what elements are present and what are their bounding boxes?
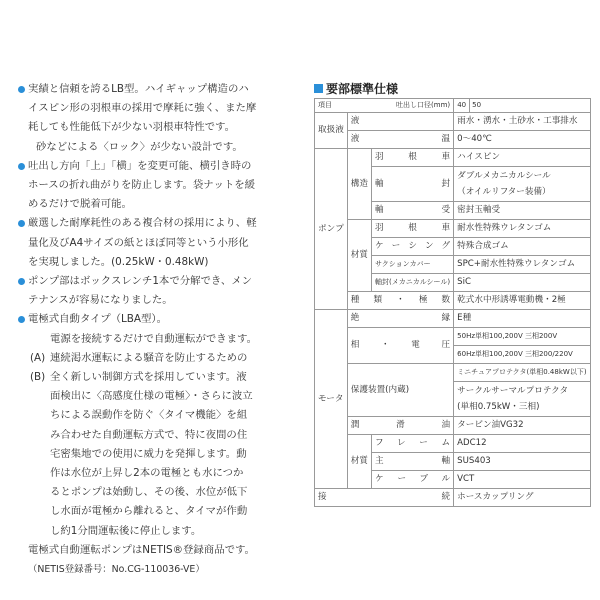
- impeller-value: ハイスピン: [454, 149, 590, 167]
- bearing-value: 密封玉軸受: [454, 202, 590, 220]
- spec-title: 要部標準仕様: [314, 80, 582, 98]
- table-row: [315, 435, 591, 453]
- netis-note: 電極式自動運転ポンプはNETIS®登録商品です。: [28, 543, 255, 556]
- oil-value: タービン油VG32: [454, 417, 590, 435]
- row-type: 種類・極数: [347, 292, 453, 310]
- seal-value: ダブルメカニカルシール （オイルリフター装備）: [454, 167, 590, 202]
- protect-value-1: ミニチュアプロテクタ(単相0.48kW以下): [454, 364, 590, 382]
- bullet-icon: [18, 278, 25, 285]
- row-temp: 液 温: [347, 131, 453, 149]
- bullet-icon: [18, 163, 25, 170]
- liquid-value: 雨水・湧水・土砂水・工事排水: [454, 113, 590, 131]
- auto-intro: 電源を接続するだけで自動運転ができます。: [50, 332, 257, 345]
- group-liquid: 取扱液: [315, 113, 348, 149]
- row-suction: サクションカバー: [372, 256, 454, 274]
- netis-number: （NETIS登録番号：No.CG-110036-VE）: [28, 564, 205, 576]
- feature-list: [18, 80, 303, 579]
- mech-seal-value: SiC: [454, 274, 590, 292]
- row-oil: 潤滑油: [347, 417, 453, 435]
- table-row: [315, 310, 591, 328]
- table-row: [315, 131, 591, 149]
- square-bullet-icon: [314, 84, 323, 93]
- table-row: [315, 328, 591, 346]
- table-row: [315, 149, 591, 167]
- auto-point-a: (A) 連続渇水運転による騒音を防止するための: [30, 351, 248, 364]
- spec-section: [314, 80, 587, 507]
- row-cable: ケーブル: [372, 471, 454, 489]
- row-impeller: 羽根車: [372, 149, 454, 167]
- frame-value: ADC12: [454, 435, 590, 453]
- subgroup-motor-material: 材質: [347, 435, 371, 489]
- header-50: 50: [470, 99, 590, 113]
- type-value: 乾式水中形誘導電動機・2極: [454, 292, 590, 310]
- connection-value: ホースカップリング: [454, 489, 590, 507]
- row-phase: 相・電圧: [347, 328, 453, 364]
- row-connection: 接続: [315, 489, 454, 507]
- table-row: [315, 99, 591, 113]
- suction-value: SPC+耐水性特殊ウレタンゴム: [454, 256, 590, 274]
- row-impeller-material: 羽根車: [372, 220, 454, 238]
- row-mech-seal: 軸封(メカニカルシール): [372, 274, 454, 292]
- temp-value: 0～40℃: [454, 131, 590, 149]
- row-casing: ケーシング: [372, 238, 454, 256]
- auto-point-b: (B) 全く新しい制御方式を採用しています。液 面検出に〈高感度仕様の電極〉・さらに波立 ちによる誤動作を防ぐ〈タイマ機能〉を組 み合わせた自動運転方式で、特に夜間の住 宅密集地での使用に威力を発揮します。動 作は水位が上昇し2本の電極とも水につか るとポンプは始動し、その後、水位が低下 し水面が電極から離れると、タイマが作動 し約1分間運転後に停止します。: [30, 371, 253, 537]
- table-row: [315, 292, 591, 310]
- feature-compact: 厳選した耐摩耗性のある複合材の採用により、軽 量化及びA4サイズの紙とほぼ同等という小形化 を実現しました。(0.25kW・0.48kW): [18, 214, 303, 272]
- header-40: 40: [454, 99, 470, 113]
- group-motor: モータ: [315, 310, 348, 489]
- group-pump: ポンプ: [315, 149, 348, 310]
- protect-value-2: サークルサーマルプロテクタ (単相0.75kW・三相): [454, 382, 590, 417]
- header-item: 項目: [318, 101, 332, 109]
- bullet-icon: [18, 86, 25, 93]
- spec-table: [314, 98, 591, 507]
- feature-discharge: 吐出し方向「上」「横」を変更可能、横引き時の ホースの折れ曲がりを防止します。袋ナットを緩 めるだけで脱着可能。: [18, 157, 303, 215]
- feature-maintenance: ポンプ部はボックスレンチ1本で分解でき、メン テナンスが容易になりました。: [18, 272, 303, 310]
- header-bore: 吐出し口径(mm): [396, 101, 451, 109]
- row-frame: フレーム: [372, 435, 454, 453]
- row-insulation: 絶縁: [347, 310, 453, 328]
- bullet-icon: [18, 220, 25, 227]
- row-liquid: 液: [347, 113, 453, 131]
- table-row: [315, 220, 591, 238]
- table-row: [315, 364, 591, 382]
- bullet-icon: [18, 316, 25, 323]
- row-protect: 保護装置(内蔵): [347, 364, 453, 417]
- volt-60-value: 60Hz単相100,200V 三相200/220V: [454, 346, 590, 364]
- table-row: [315, 113, 591, 131]
- row-bearing: 軸受: [372, 202, 454, 220]
- feature-impeller: 実績と信頼を誇るLB型。ハイギャップ構造のハ イスピン形の羽根車の採用で摩耗に強く、また摩 耗しても性能低下が少ない羽根車特性です。 砂などによる〈ロック〉が少ない設計です。: [18, 80, 303, 157]
- casing-value: 特殊合成ゴム: [454, 238, 590, 256]
- feature-auto: 電極式自動タイプ（LBA型）。: [18, 310, 303, 329]
- table-row: [315, 417, 591, 435]
- impeller-material-value: 耐水性特殊ウレタンゴム: [454, 220, 590, 238]
- volt-50-value: 50Hz単相100,200V 三相200V: [454, 328, 590, 346]
- row-shaft: 主軸: [372, 453, 454, 471]
- subgroup-material: 材質: [347, 220, 371, 292]
- table-row: [315, 489, 591, 507]
- cable-value: VCT: [454, 471, 590, 489]
- row-seal: 軸封: [372, 167, 454, 202]
- shaft-value: SUS403: [454, 453, 590, 471]
- subgroup-struct: 構造: [347, 149, 371, 220]
- insulation-value: E種: [454, 310, 590, 328]
